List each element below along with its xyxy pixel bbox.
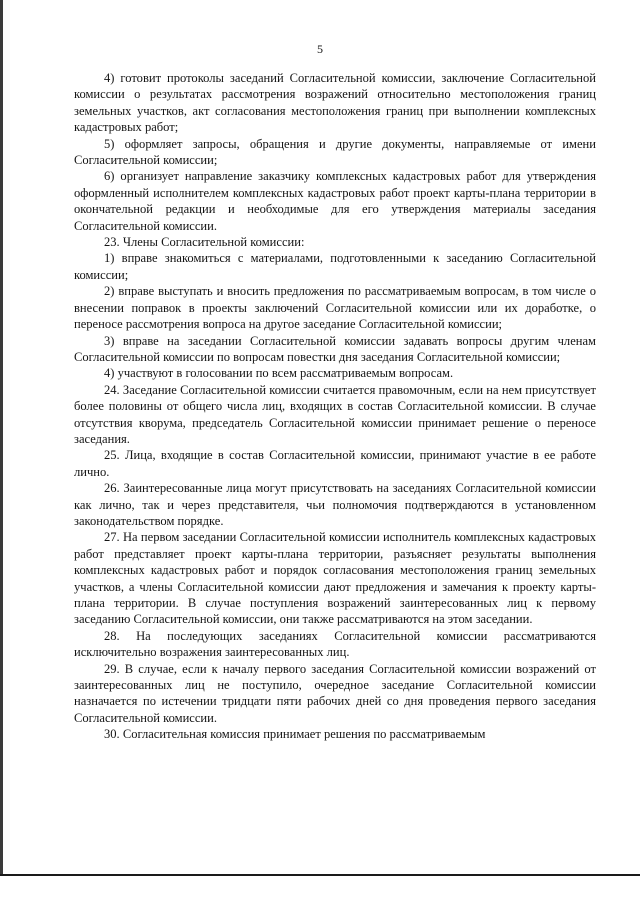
paragraph: 5) оформляет запросы, обращения и другие документы, направляемые от имени Согласительной комиссии;	[74, 136, 596, 168]
paragraph: 1) вправе знакомиться с материалами, подготовленными к заседанию Согласительной комиссии;	[74, 251, 596, 282]
paragraph: 24. Заседание Согласительной комиссии считается правомочным, если на нем присутствует более половины от общего числа лиц, входящих в состав Согласительной комиссии. В случае отсутствия кворума, председатель Согласительной комиссии принимает решение о переносе заседания.	[74, 382, 596, 446]
paragraph: 2) вправе выступать и вносить предложения по рассматриваемым вопросам, в том числе о внесении поправок в проекты заключений Согласительной комиссии или их доработке, о переносе рассмотрения вопроса на другое заседание Согласительной комиссии;	[74, 284, 596, 332]
paragraph: 4) готовит протоколы заседаний Согласительной комиссии, заключение Согласительной комиссии о результатах рассмотрения возражений относительно местоположения границ земельных участков, акт согласования местоположения границ при выполнении комплексных кадастровых работ;	[74, 71, 596, 135]
scan-bottom-edge	[0, 874, 640, 907]
scan-left-edge	[0, 0, 3, 876]
document-body	[74, 70, 596, 743]
paragraph: 27. На первом заседании Согласительной комиссии исполнитель комплексных кадастровых работ представляет проект карты-плана территории, разъясняет результаты выполнения комплексных кадастровых работ и порядок согласования местоположения границ земельных участков, а члены Согласительной комиссии дают предложения и замечания к проекту карты-плана территории. В случае поступления возражений заинтересованных лиц к первому заседанию Согласительной комиссии, они также рассматриваются на этом заседании.	[74, 530, 596, 627]
paragraph: 29. В случае, если к началу первого заседания Согласительной комиссии возражений от заинтересованных лиц не поступило, очередное заседание Согласительной комиссии назначается по истечении тридцати пяти рабочих дней со дня проведения первого заседания Согласительной комиссии.	[74, 661, 596, 725]
paragraph: 4) участвуют в голосовании по всем рассматриваемым вопросам.	[104, 366, 454, 381]
paragraph: 30. Согласительная комиссия принимает решения по рассматриваемым	[104, 727, 486, 742]
paragraph: 26. Заинтересованные лица могут присутствовать на заседаниях Согласительной комиссии как лично, так и через представителя, чьи полномочия подтверждаются в установленном законодательством порядке.	[74, 481, 596, 528]
paragraph: 25. Лица, входящие в состав Согласительной комиссии, принимают участие в ее работе лично.	[74, 448, 596, 479]
page-number: 5	[317, 42, 323, 56]
paragraph: 3) вправе на заседании Согласительной комиссии задавать вопросы другим членам Согласительной комиссии по вопросам повестки дня заседания Согласительной комиссии;	[74, 333, 596, 364]
paragraph: 28. На последующих заседаниях Согласительной комиссии рассматриваются исключительно возражения заинтересованных лиц.	[74, 628, 596, 660]
paragraph: 6) организует направление заказчику комплексных кадастровых работ для утверждения оформленный исполнителем комплексных кадастровых работ проект карты-плана территории в окончательной редакции и необходимые для его утверждения материалы заседания Согласительной комиссии.	[74, 169, 596, 233]
paragraph: 23. Члены Согласительной комиссии:	[104, 235, 305, 250]
